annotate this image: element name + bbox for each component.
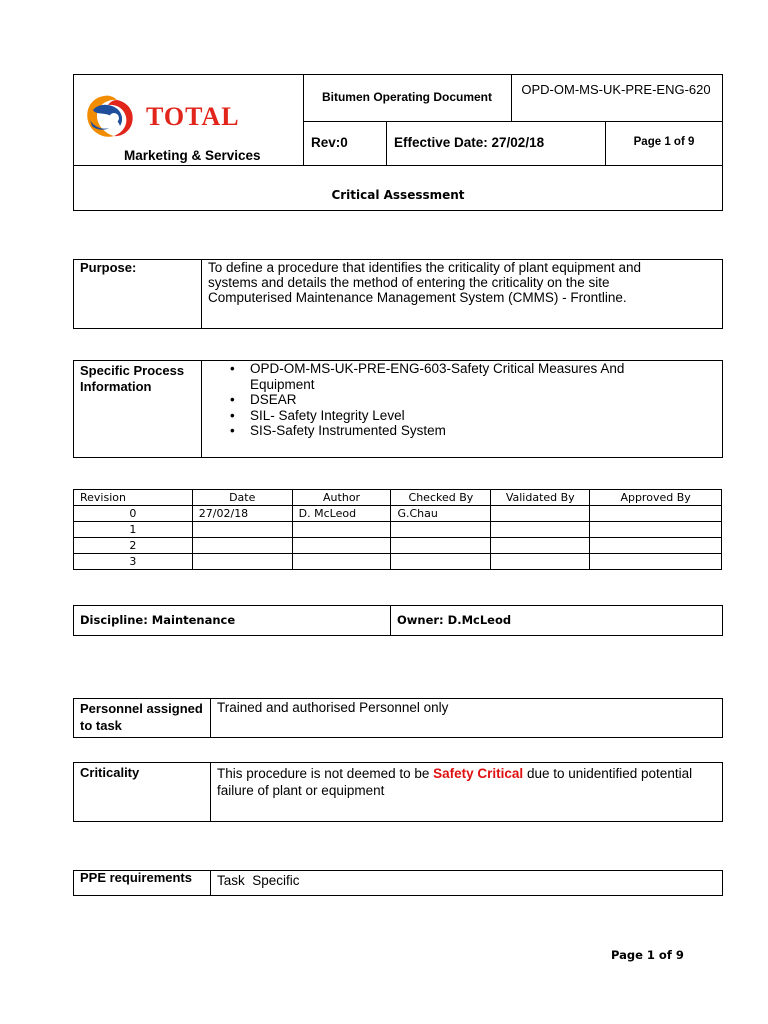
- divider: [511, 74, 512, 122]
- revision-label: Rev:0: [311, 135, 348, 150]
- table-cell: [491, 522, 590, 538]
- table-cell: [590, 522, 722, 538]
- footer-page-number: Page 1 of 9: [611, 948, 684, 962]
- doc-number: OPD-OM-MS-UK-PRE-ENG-620: [521, 82, 711, 97]
- table-header-row: [74, 490, 722, 506]
- list-item: • DSEAR: [222, 392, 662, 408]
- table-cell: [590, 538, 722, 554]
- divider: [390, 605, 391, 636]
- safety-critical-highlight: Safety Critical: [433, 766, 524, 781]
- divider: [210, 698, 211, 738]
- owner: Owner: D.McLeod: [397, 613, 512, 627]
- table-cell: [491, 506, 590, 522]
- process-info-list: [222, 361, 662, 439]
- column-header: Validated By: [491, 490, 590, 506]
- table-cell: 27/02/18: [192, 506, 292, 522]
- table-row: [74, 522, 722, 538]
- table-cell: G.Chau: [391, 506, 491, 522]
- table-cell: [292, 522, 391, 538]
- total-logo: [84, 90, 254, 142]
- table-row: [74, 554, 722, 570]
- column-header: Approved By: [590, 490, 722, 506]
- table-cell: 1: [74, 522, 193, 538]
- table-cell: [491, 538, 590, 554]
- table-cell: [590, 554, 722, 570]
- table-row: [74, 538, 722, 554]
- column-header: Checked By: [391, 490, 491, 506]
- column-header: Revision: [74, 490, 193, 506]
- divider: [210, 870, 211, 896]
- table-cell: [590, 506, 722, 522]
- divider: [386, 121, 387, 166]
- table-cell: 3: [74, 554, 193, 570]
- purpose-label: Purpose:: [80, 260, 137, 275]
- division-name: Marketing & Services: [124, 148, 261, 163]
- criticality-label: Criticality: [80, 765, 140, 780]
- table-cell: [192, 522, 292, 538]
- table-cell: [292, 538, 391, 554]
- discipline: Discipline: Maintenance: [80, 613, 236, 627]
- personnel-label: Personnel assigned to task: [80, 701, 203, 733]
- table-cell: 2: [74, 538, 193, 554]
- document-title: Critical Assessment: [331, 188, 465, 202]
- personnel-text: Trained and authorised Personnel only: [217, 700, 449, 715]
- ppe-label: PPE requirements: [80, 870, 192, 885]
- list-item: • OPD-OM-MS-UK-PRE-ENG-603-Safety Critical Measures And Equipment: [222, 361, 662, 392]
- effective-date: Effective Date: 27/02/18: [394, 135, 545, 150]
- table-cell: [391, 522, 491, 538]
- table-cell: D. McLeod: [292, 506, 391, 522]
- table-cell: [491, 554, 590, 570]
- criticality-text-before: This procedure is not deemed to be: [217, 766, 430, 781]
- process-info-label: Specific Process Information: [80, 363, 185, 394]
- table-cell: [391, 538, 491, 554]
- page-indicator: Page 1 of 9: [633, 136, 695, 148]
- table-cell: [391, 554, 491, 570]
- table-cell: [292, 554, 391, 570]
- company-name: TOTAL: [146, 102, 240, 131]
- purpose-text: To define a procedure that identifies the criticality of plant equipment and systems and details the method of entering the criticality on the site Computerised Maintenance Management System (CMMS) - Frontline.: [208, 260, 642, 305]
- ppe-text: Task Specific: [217, 873, 300, 888]
- divider: [210, 762, 211, 822]
- column-header: Date: [192, 490, 292, 506]
- divider: [201, 360, 202, 458]
- divider: [201, 259, 202, 329]
- table-cell: [192, 538, 292, 554]
- criticality-text-after: due to unidentified potential failure of plant or equipment: [217, 766, 693, 798]
- table-row: [74, 506, 722, 522]
- revision-table: [73, 489, 722, 570]
- column-header: Author: [292, 490, 391, 506]
- table-cell: 0: [74, 506, 193, 522]
- criticality-text: [217, 765, 722, 799]
- list-item: • SIS-Safety Instrumented System: [222, 423, 662, 439]
- doc-type: Bitumen Operating Document: [321, 90, 492, 104]
- table-cell: [192, 554, 292, 570]
- list-item: • SIL- Safety Integrity Level: [222, 408, 662, 424]
